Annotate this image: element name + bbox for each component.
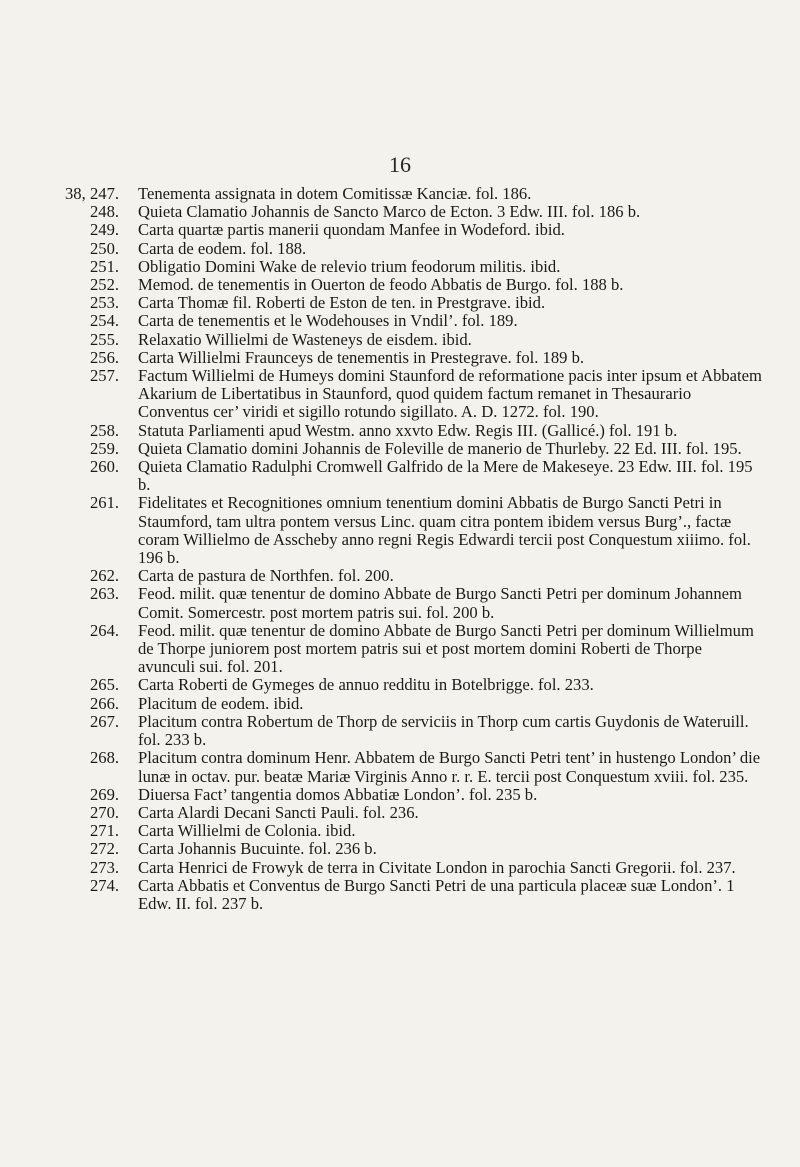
entry-number: 263. [90,584,120,604]
entry-number: 269. [90,784,120,804]
entry-text: Carta Abbatis et Conventus de Burgo Sancti Petri de una particula placeæ suæ London’. 1 Edw. II. fol. 237 b. [138,875,735,913]
list-item [0,258,800,276]
entry-text: Diuersa Fact’ tangentia domos Abbatiæ London’. fol. 235 b. [138,784,538,804]
list-item [0,294,800,312]
entry-text: Placitum contra dominum Henr. Abbatem de Burgo Sancti Petri tent’ in hustengo London’ die lunæ in octav. pur. beatæ Mariæ Virginis Anno r. r. E. tercii post Conquestum xviii. fol. 235. [138,748,761,786]
entry-number: 253. [90,293,120,313]
entry-text: Quieta Clamatio domini Johannis de Foleville de manerio de Thurleby. 22 Ed. III. fol. 195. [138,438,742,458]
entry-text: Carta Willielmi de Colonia. ibid. [138,821,356,841]
entry-text: Carta de eodem. fol. 188. [138,238,307,258]
entry-text: Statuta Parliamenti apud Westm. anno xxvto Edw. Regis III. (Gallicé.) fol. 191 b. [138,420,678,440]
entry-number: 255. [90,329,120,349]
list-item [0,713,800,749]
list-item [0,567,800,585]
entry-text: Fidelitates et Recognitiones omnium tenentium domini Abbatis de Burgo Sancti Petri in Staumford, tam ultra pontem versus Linc. quam citra pontem ibidem versus Burg’., factæ coram Willielmo de Asscheby anno regni Regis Edwardi tercii post Conquestum xiiimo. fol. 196 b. [138,493,751,568]
entry-text: Relaxatio Willielmi de Wasteneys de eisdem. ibid. [138,329,472,349]
list-item [0,622,800,677]
list-item [0,221,800,239]
entry-number: 272. [90,839,120,859]
entry-text: Obligatio Domini Wake de relevio trium feodorum militis. ibid. [138,256,561,276]
list-item [0,349,800,367]
list-item [0,585,800,621]
list-item [0,786,800,804]
entry-number: 268. [90,748,120,768]
entry-text: Placitum contra Robertum de Thorp de serviciis in Thorp cum cartis Guydonis de Wateruill. fol. 233 b. [138,711,749,750]
list-item [0,804,800,822]
entry-text: Tenementa assignata in dotem Comitissæ Kanciæ. fol. 186. [138,184,532,203]
entry-text: Quieta Clamatio Radulphi Cromwell Galfrido de la Mere de Makeseye. 23 Edw. III. fol. 195 b. [138,457,753,495]
entry-number: 260. [90,457,120,477]
entry-text: Carta Henrici de Frowyk de terra in Civitate London in parochia Sancti Gregorii. fol. 237. [138,857,736,877]
entry-number: 258. [90,420,120,440]
entry-number: 261. [90,493,120,513]
entry-number: 270. [90,802,120,822]
list-item [0,494,800,567]
entry-number: 262. [90,566,120,586]
entry-list [0,185,800,913]
leading-marker: 38, [65,184,86,203]
entry-text: Factum Willielmi de Humeys domini Staunford de reformatione pacis inter ipsum et Abbatem Akarium de Libertatibus in Staunford, quod quidem factum remanet in Thesaurario Conventus cer’ viridi et sigillo rotundo sigillato. A. D. 1272. fol. 190. [138,366,762,422]
entry-number: 274. [90,875,120,895]
entry-text: Feod. milit. quæ tenentur de domino Abbate de Burgo Sancti Petri per dominum Willielmum de Thorpe juniorem post mortem patris sui et post mortem domini Roberti de Thorpe avunculi sui. fol. 201. [138,620,754,677]
entry-number: 257. [90,366,120,386]
entry-number: 265. [90,675,120,695]
entry-text: Carta Willielmi Fraunceys de tenementis in Prestegrave. fol. 189 b. [138,347,585,367]
entry-number: 250. [90,238,120,258]
entry-number: 273. [90,857,120,877]
entry-number: 254. [90,311,120,331]
list-item [0,276,800,294]
entry-number: 264. [90,620,120,640]
entry-number: 259. [90,438,120,458]
entry-number: 271. [90,821,120,841]
entry-text: Memod. de tenementis in Ouerton de feodo Abbatis de Burgo. fol. 188 b. [138,275,624,295]
list-item [0,877,800,913]
entry-text: Quieta Clamatio Johannis de Sancto Marco de Ecton. 3 Edw. III. fol. 186 b. [138,202,641,222]
entry-number: 267. [90,711,120,731]
page-number: 16 [389,152,411,177]
list-item [0,367,800,422]
entry-text: Carta Roberti de Gymeges de annuo redditu in Botelbrigge. fol. 233. [138,675,594,695]
entry-number: 266. [90,693,120,713]
entry-number: 252. [90,275,120,295]
entry-number: 247. [90,184,120,203]
entry-text: Carta quartæ partis manerii quondam Manfee in Wodeford. ibid. [138,220,565,240]
list-item [0,458,800,494]
list-item [0,203,800,221]
entry-number: 256. [90,347,120,367]
list-item [0,822,800,840]
list-item [0,749,800,785]
entry-text: Placitum de eodem. ibid. [138,693,304,713]
entry-text: Carta Alardi Decani Sancti Pauli. fol. 236. [138,802,419,822]
list-item [0,840,800,858]
entry-text: Feod. milit. quæ tenentur de domino Abbate de Burgo Sancti Petri per dominum Johannem Comit. Somercestr. post mortem patris sui. fol. 200 b. [138,584,742,622]
list-item [0,440,800,458]
list-item [0,676,800,694]
list-item [0,695,800,713]
list-item [0,240,800,258]
entry-number: 249. [90,220,120,240]
entry-number: 248. [90,202,120,222]
entry-text: Carta Thomæ fil. Roberti de Eston de ten. in Prestgrave. ibid. [138,293,546,313]
entry-text: Carta de pastura de Northfen. fol. 200. [138,566,394,586]
list-item [0,312,800,330]
list-item [0,331,800,349]
list-item [0,422,800,440]
list-item [0,859,800,877]
entry-text: Carta de tenementis et le Wodehouses in Vndil’. fol. 189. [138,311,518,331]
entry-text: Carta Johannis Bucuinte. fol. 236 b. [138,839,377,859]
list-item [0,185,800,203]
entry-number: 251. [90,256,120,276]
